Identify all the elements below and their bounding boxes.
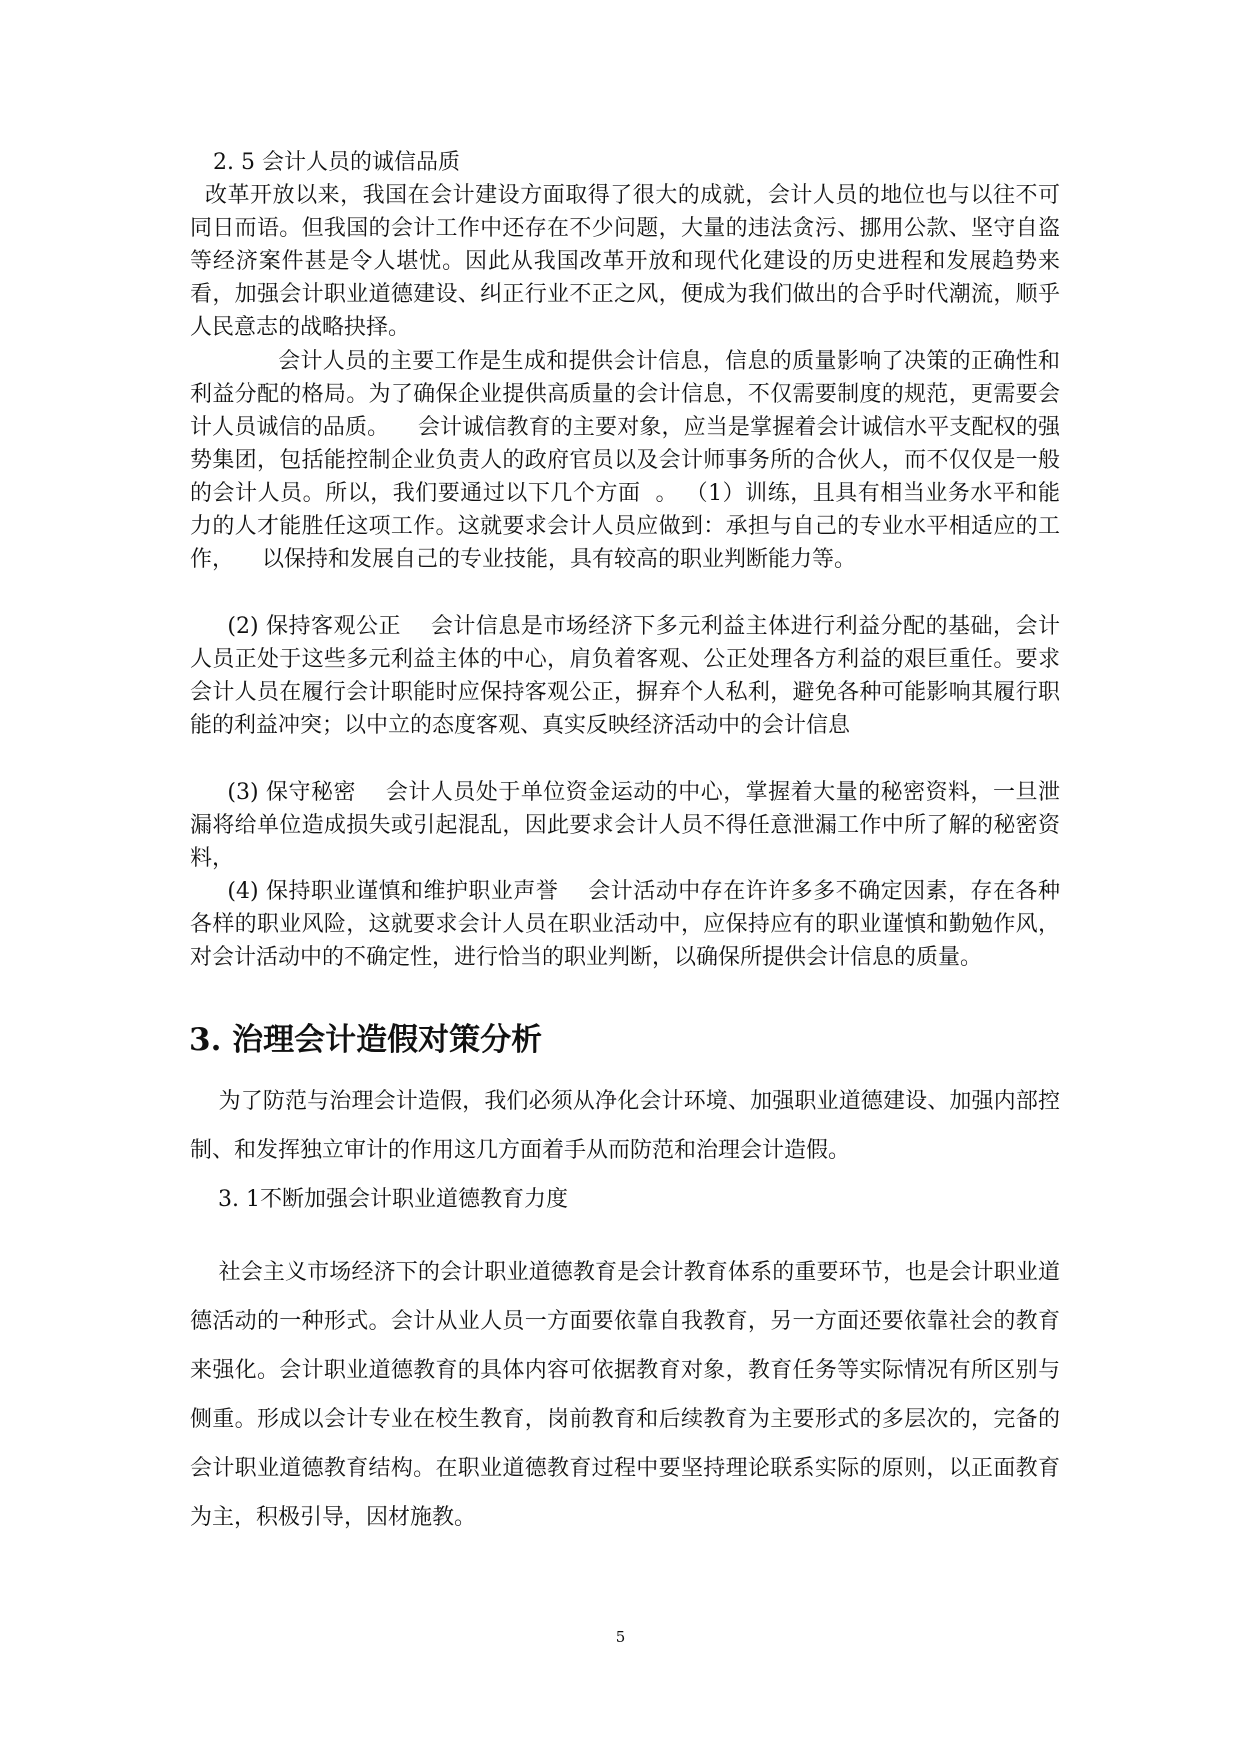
section-2-5-paragraph-5: (4) 保持职业谨慎和维护职业声誉 会计活动中存在许许多多不确定因素，存在各种各样的职业风险，这就要求会计人员在职业活动中，应保持应有的职业谨慎和勤勉作风，对会计活动中的不确定性，进行恰当的职业判断，以确保所提供会计信息的质量。: [190, 879, 1060, 970]
section-3-intro-paragraph: 为了防范与治理会计造假，我们必须从净化会计环境、加强职业道德建设、加强内部控制、和发挥独立审计的作用这几方面着手从而防范和治理会计造假。: [190, 1089, 1060, 1163]
section-2-5-heading: 2. 5 会计人员的诚信品质: [213, 150, 460, 175]
section-2-5-paragraph-3: (2) 保持客观公正 会计信息是市场经济下多元利益主体进行利益分配的基础，会计人员正处于这些多元利益主体的中心，肩负着客观、公正处理各方利益的艰巨重任。要求会计人员在履行会计职能时应保持客观公正，摒弃个人私利，避免各种可能影响其履行职能的利益冲突；以中立的态度客观、真实反映经济活动中的会计信息: [190, 614, 1060, 738]
section-3-1-paragraph: 社会主义市场经济下的会计职业道德教育是会计教育体系的重要环节，也是会计职业道德活动的一种形式。会计从业人员一方面要依靠自我教育，另一方面还要依靠社会的教育来强化。会计职业道德教育的具体内容可依据教育对象，教育任务等实际情况有所区别与侧重。形成以会计专业在校生教育，岗前教育和后续教育为主要形式的多层次的，完备的会计职业道德教育结构。在职业道德教育过程中要坚持理论联系实际的原则，以正面教育为主，积极引导，因材施教。: [190, 1260, 1060, 1530]
section-2-5-paragraph-4: (3) 保守秘密 会计人员处于单位资金运动的中心，掌握着大量的秘密资料，一旦泄漏将给单位造成损失或引起混乱，因此要求会计人员不得任意泄漏工作中所了解的秘密资料，: [190, 780, 1060, 871]
page-number: 5: [615, 1628, 626, 1646]
section-3-1-heading: 3. 1不断加强会计职业道德教育力度: [190, 1187, 568, 1212]
section-2-5-paragraph-1: 改革开放以来，我国在会计建设方面取得了很大的成就，会计人员的地位也与以往不可同日而语。但我国的会计工作中还存在不少问题，大量的违法贪污、挪用公款、坚守自盗等经济案件甚是令人堪忧。因此从我国改革开放和现代化建设的历史进程和发展趋势来看，加强会计职业道德建设、纠正行业不正之风，便成为我们做出的合乎时代潮流，顺乎人民意志的战略抉择。: [190, 183, 1060, 340]
section-3-heading: 3. 治理会计造假对策分析: [189, 1022, 543, 1058]
section-2-5-paragraph-2: 会计人员的主要工作是生成和提供会计信息，信息的质量影响了决策的正确性和利益分配的格局。为了确保企业提供高质量的会计信息，不仅需要制度的规范，更需要会计人员诚信的品质。 会计诚信教育的主要对象，应当是掌握着会计诚信水平支配权的强势集团，包括能控制企业负责人的政府官员以及会计师事务所的合伙人，而不仅仅是一般的会计人员。所以，我们要通过以下几个方面 。 （1）训练，且具有相当业务水平和能力的人才能胜任这项工作。这就要求会计人员应做到：承担与自己的专业水平相适应的工作， 以保持和发展自己的专业技能，具有较高的职业判断能力等。: [190, 349, 1060, 572]
